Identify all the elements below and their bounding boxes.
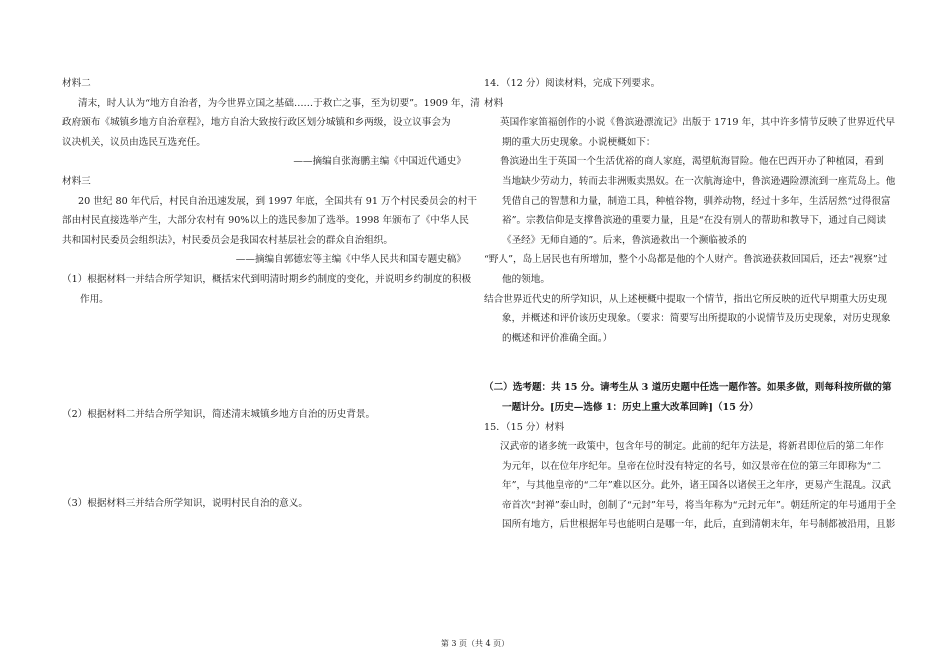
- material-label: 材料: [484, 97, 504, 109]
- q14-text: 当地缺少劳动力，转而去非洲贩卖黑奴。在一次航海途中，鲁滨逊遇险漂流到一座荒岛上。他: [502, 175, 896, 187]
- q15-text: 为元年，以在位年序纪年。皇帝在位时没有特定的名号，如汉景帝在位的第三年即称为“二: [502, 460, 882, 472]
- material-3-text: 部由村民直接选举产生，大部分农村有 90%以上的选民参加了选举。1998 年颁布了《中华人民: [62, 215, 469, 227]
- material-3-text: 共和国村民委员会组织法》，村民委员会是我国农村基层社会的群众自治组织。: [62, 234, 393, 246]
- question-15-header: 15．（15 分）材料: [484, 421, 565, 433]
- question-1: （1）根据材料一并结合所学知识，概括宋代到明清时期乡约制度的变化，并说明乡约制度的积极: [62, 273, 472, 285]
- elective-section-header: （二）选考题：共 15 分。请考生从 3 道历史题中任选一题作答。如果多做，则每科按所做的第: [484, 382, 892, 394]
- q14-text: “野人”，岛上居民也有所增加，整个小岛都是他的个人财产。鲁滨逊获救回国后，还去“视察”过: [484, 254, 888, 266]
- q15-text: 国所有地方，后世根据年号也能明白是哪一年，此后，直到清朝末年，年号制都被沿用，且影: [502, 519, 896, 531]
- q14-text: 英国作家笛福创作的小说《鲁滨逊漂流记》出版于 1719 年，其中许多情节反映了世界近代早: [500, 117, 896, 129]
- question-3: （3）根据材料三并结合所学知识，说明村民自治的意义。: [62, 497, 308, 509]
- page-number: 第 3 页（共 4 页）: [440, 639, 510, 648]
- q14-requirement: 结合世界近代史的所学知识，从上述梗概中提取一个情节，指出它所反映的近代早期重大历史现: [484, 293, 887, 305]
- q14-requirement: 的概述和评价准确全面。）: [502, 332, 613, 344]
- answer-space: [484, 348, 894, 378]
- material-2-text: 清末，时人认为“地方自治者，为今世界立国之基础……于救亡之事，至为切要”。1909 年，清: [78, 97, 480, 109]
- q14-text: 期的重大历史现象。小说梗概如下：: [502, 136, 656, 148]
- q15-text: 汉武帝的诸多统一政策中，包含年号的制定。此前的纪年方法是，将新君即位后的第二年作: [500, 441, 884, 453]
- question-14-header: 14．（12 分）阅读材料，完成下列要求。: [484, 78, 661, 89]
- material-3-text: 20 世纪 80 年代后，村民自治迅速发展，到 1997 年底，全国共有 91 万个村民委员会的村干: [78, 195, 477, 207]
- q14-requirement: 象，并概述和评价该历史现象。（要求：简要写出所提取的小说情节及历史现象，对历史现象: [502, 313, 891, 325]
- material-2-text: 议决机关，议员由选民互选充任。: [62, 136, 206, 148]
- answer-space: [62, 425, 466, 494]
- q14-text: 《圣经》无师自通的”。后来，鲁滨逊救出一个濒临被杀的: [502, 234, 747, 246]
- elective-section-header-cont: 一题计分。[历史—选修 1：历史上重大改革回眸]（15 分）: [502, 401, 759, 413]
- material-2-text: 政府颁布《城镇乡地方自治章程》，地方自治大致按行政区划分城镇和乡两级，设立议事会为: [62, 117, 451, 129]
- material-2-title: 材料二: [62, 78, 91, 89]
- material-2-source: ——摘编自张海鹏主编《中国近代通史》: [293, 156, 466, 168]
- left-column: [62, 74, 480, 513]
- q14-text: 他的领地。: [502, 273, 550, 285]
- right-column: [484, 74, 894, 535]
- q14-text: 裕”。宗教信仰是支撑鲁滨逊的重要力量，且是“在没有别人的帮助和教导下，通过自己阅读: [502, 215, 886, 227]
- question-2: （2）根据材料二并结合所学知识，简述清末城镇乡地方自治的历史背景。: [62, 409, 376, 421]
- answer-space: [62, 309, 466, 405]
- q14-text: 鲁滨逊出生于英国一个生活优裕的商人家庭，渴望航海冒险。他在巴西开办了种植园，看到: [500, 156, 884, 168]
- material-3-source: ——摘编自郭德宏等主编《中华人民共和国专题史稿》: [235, 254, 466, 266]
- q15-text: 帝首次“封禅”泰山时，创制了“元封”年号，将当年称为“元封元年”。朝廷所定的年号通用于全: [502, 499, 896, 511]
- question-1-cont: 作用。: [80, 293, 109, 305]
- q15-text: 年”，与其他皇帝的“二年”难以区分。此外，诸王国各以诸侯王之年序，更易产生混乱。汉武: [502, 480, 891, 492]
- q14-text: 凭借自己的智慧和力量，制造工具，种植谷物，驯养动物，经过十多年，生活居然“过得很富: [502, 195, 891, 207]
- material-3-title: 材料三: [62, 175, 91, 187]
